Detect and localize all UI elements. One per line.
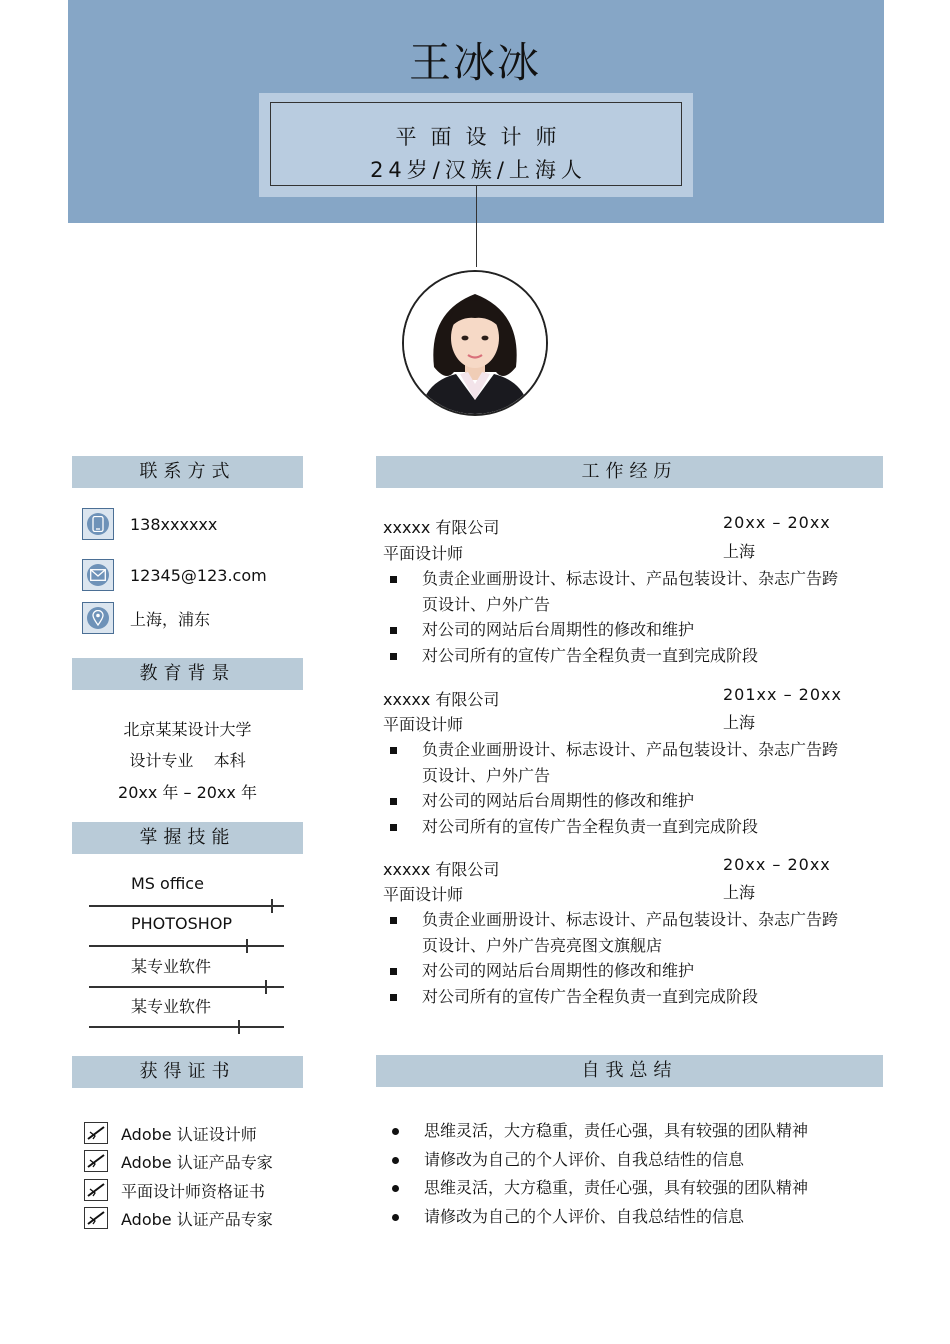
job-company: xxxxx 有限公司: [383, 518, 500, 537]
education-school: 北京某某设计大学: [123, 720, 252, 739]
section-summary-header: 自我总结: [376, 1055, 883, 1087]
certificate-name: Adobe 认证产品专家: [121, 1209, 273, 1229]
candidate-name: 王冰冰: [408, 38, 541, 87]
job-city: 上海: [723, 542, 756, 561]
job-company: xxxxx 有限公司: [383, 690, 500, 709]
skill-label: PHOTOSHOP: [131, 914, 233, 933]
personal-details: 24岁/汉族/上海人: [370, 158, 587, 182]
info-box-frame: [270, 102, 682, 186]
summary-item: 思维灵活，大方稳重，责任心强，具有较强的团队精神: [392, 1119, 808, 1143]
portrait-illustration: [404, 272, 546, 414]
mail-icon: [82, 559, 114, 591]
certificate-pen-icon: [84, 1122, 108, 1144]
job-position: 平面设计师: [383, 885, 464, 904]
skill-level-marker: [265, 980, 267, 994]
certificate-item: [84, 1149, 273, 1173]
section-certificates-header: 获得证书: [72, 1056, 303, 1088]
location-pin-icon: [82, 602, 114, 634]
certificate-item: [84, 1178, 265, 1202]
phone-icon: [82, 508, 114, 540]
contact-phone-row: [82, 508, 217, 540]
info-box: [259, 93, 693, 197]
contact-email-row: [82, 559, 267, 591]
job-city: 上海: [723, 883, 756, 902]
skill-bar: [89, 986, 284, 988]
skill-bar: [89, 1026, 284, 1028]
summary-item: 请修改为自己的个人评价、自我总结性的信息: [392, 1205, 744, 1229]
certificate-name: 平面设计师资格证书: [121, 1181, 266, 1201]
certificate-pen-icon: [84, 1179, 108, 1201]
certificate-name: Adobe 认证产品专家: [121, 1152, 273, 1172]
skill-label: 某专业软件: [131, 997, 212, 1016]
contact-phone: 138xxxxxx: [130, 514, 218, 534]
job-company: xxxxx 有限公司: [383, 860, 500, 879]
job-position: 平面设计师: [383, 544, 464, 563]
skill-bar: [89, 945, 284, 947]
contact-address-row: [82, 602, 210, 634]
skill-label: MS office: [131, 874, 204, 893]
skill-level-marker: [246, 939, 248, 953]
job-period: 20xx – 20xx: [723, 855, 831, 874]
summary-item: 请修改为自己的个人评价、自我总结性的信息: [392, 1148, 744, 1172]
certificate-item: [84, 1121, 257, 1145]
job-title-heading: 平面设计师: [395, 125, 571, 149]
profile-photo: [402, 270, 548, 416]
job-duty: 对公司所有的宣传广告全程负责一直到完成阶段: [390, 984, 850, 1010]
job-position: 平面设计师: [383, 715, 464, 734]
skill-bar: [89, 905, 284, 907]
section-experience-header: 工作经历: [376, 456, 883, 488]
certificate-pen-icon: [84, 1207, 108, 1229]
job-period: 201xx – 20xx: [723, 685, 842, 704]
job-city: 上海: [723, 713, 756, 732]
job-period: 20xx – 20xx: [723, 513, 831, 532]
education-major-degree: 设计专业 本科: [129, 751, 246, 770]
job-duty: 负责企业画册设计、标志设计、产品包装设计、杂志广告跨页设计、户外广告: [390, 737, 850, 789]
skill-level-marker: [238, 1020, 240, 1034]
education-period: 20xx 年 – 20xx 年: [118, 783, 257, 802]
connector-line: [476, 186, 477, 267]
section-skills-header: 掌握技能: [72, 822, 303, 854]
certificate-name: Adobe 认证设计师: [121, 1124, 257, 1144]
job-duty: 对公司的网站后台周期性的修改和维护: [390, 958, 850, 984]
job-duty: 对公司所有的宣传广告全程负责一直到完成阶段: [390, 814, 850, 840]
job-duty: 对公司所有的宣传广告全程负责一直到完成阶段: [390, 643, 850, 669]
job-duty: 负责企业画册设计、标志设计、产品包装设计、杂志广告跨页设计、户外广告: [390, 566, 850, 618]
certificate-pen-icon: [84, 1150, 108, 1172]
skill-level-marker: [271, 899, 273, 913]
job-duty: 对公司的网站后台周期性的修改和维护: [390, 788, 850, 814]
job-duty: 负责企业画册设计、标志设计、产品包装设计、杂志广告跨页设计、户外广告亮亮图文旗舰店: [390, 907, 850, 959]
contact-address: 上海，浦东: [130, 609, 211, 629]
skill-label: 某专业软件: [131, 957, 212, 976]
certificate-item: [84, 1206, 273, 1230]
contact-email: 12345@123.com: [130, 565, 267, 585]
section-contact-header: 联系方式: [72, 456, 303, 488]
summary-item: 思维灵活，大方稳重，责任心强，具有较强的团队精神: [392, 1176, 808, 1200]
job-duty: 对公司的网站后台周期性的修改和维护: [390, 617, 850, 643]
section-education-header: 教育背景: [72, 658, 303, 690]
